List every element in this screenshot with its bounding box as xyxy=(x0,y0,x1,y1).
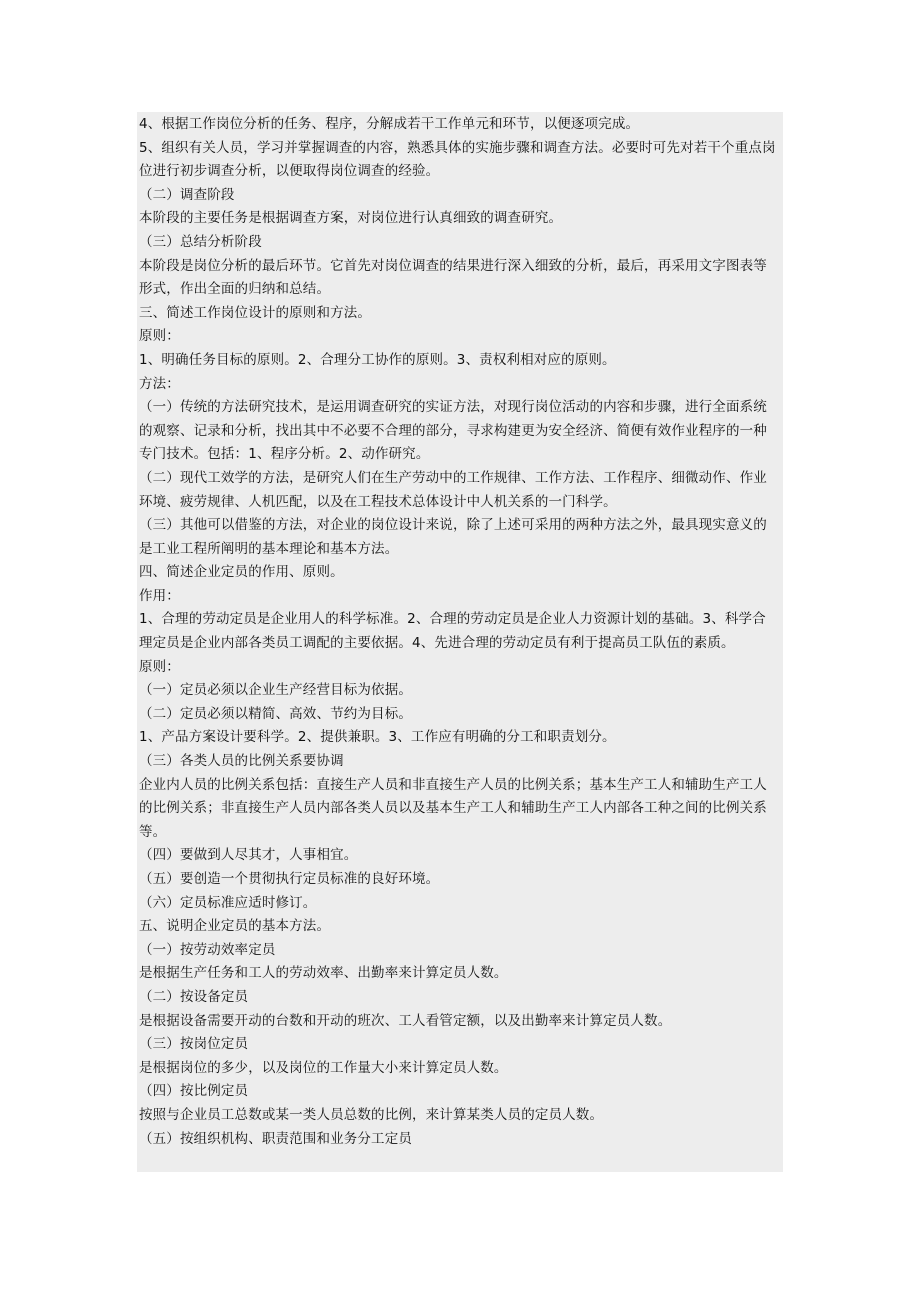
text-line: 是根据生产任务和工人的劳动效率、出勤率来计算定员人数。 xyxy=(139,965,508,982)
text-line: 作用： xyxy=(139,587,180,604)
text-line: （二）现代工效学的方法，是研究人们在生产劳动中的工作规律、工作方法、工作程序、细微动作、作业 xyxy=(139,469,767,486)
text-line: （二）按设备定员 xyxy=(139,988,249,1005)
text-line: 三、简述工作岗位设计的原则和方法。 xyxy=(139,304,372,321)
text-line: 企业内人员的比例关系包括：直接生产人员和非直接生产人员的比例关系；基本生产工人和辅助生产工人 xyxy=(139,776,767,793)
text-line: （五）要创造一个贯彻执行定员标准的良好环境。 xyxy=(139,871,440,887)
text-line: （一）按劳动效率定员 xyxy=(139,941,276,958)
text-line: 专门技术。包括：1、程序分析。2、动作研究。 xyxy=(139,446,430,463)
text-line: （三）总结分析阶段 xyxy=(139,233,262,250)
text-line: （三）按岗位定员 xyxy=(139,1036,249,1053)
text-line: 形式，作出全面的归纳和总结。 xyxy=(139,281,331,298)
text-line: 按照与企业员工总数或某一类人员总数的比例，来计算某类人员的定员人数。 xyxy=(139,1106,604,1123)
text-line: 本阶段是岗位分析的最后环节。它首先对岗位调查的结果进行深入细致的分析，最后，再采用文字图表等 xyxy=(139,257,767,274)
text-line: 的观察、记录和分析，找出其中不必要不合理的部分，寻求构建更为安全经济、简便有效作业程序的一种 xyxy=(139,422,767,439)
text-line: （五）按组织机构、职责范围和业务分工定员 xyxy=(139,1130,412,1147)
text-line: 位进行初步调查分析，以便取得岗位调查的经验。 xyxy=(139,163,440,180)
text-line: （一）传统的方法研究技术，是运用调查研究的实证方法，对现行岗位活动的内容和步骤，进行全面系统 xyxy=(139,399,767,416)
text-line: 4、根据工作岗位分析的任务、程序，分解成若干工作单元和环节，以便逐项完成。 xyxy=(139,116,640,132)
text-line: 的比例关系；非直接生产人员内部各类人员以及基本生产工人和辅助生产工人内部各工种之间的比例关系 xyxy=(139,800,767,817)
text-line: （四）按比例定员 xyxy=(139,1083,249,1100)
text-line: 本阶段的主要任务是根据调查方案，对岗位进行认真细致的调查研究。 xyxy=(139,210,563,227)
text-line: 是根据岗位的多少，以及岗位的工作量大小来计算定员人数。 xyxy=(139,1059,508,1076)
document-text-block xyxy=(137,112,783,1172)
text-line: （三）其他可以借鉴的方法，对企业的岗位设计来说，除了上述可采用的两种方法之外，最具现实意义的 xyxy=(139,517,767,534)
text-line: 5、组织有关人员，学习并掌握调查的内容，熟悉具体的实施步骤和调查方法。必要时可先对若干个重点岗 xyxy=(139,139,776,156)
text-line: 四、简述企业定员的作用、原则。 xyxy=(139,564,344,581)
text-line: （一）定员必须以企业生产经营目标为依据。 xyxy=(139,682,412,699)
text-line: 是根据设备需要开动的台数和开动的班次、工人看管定额，以及出勤率来计算定员人数。 xyxy=(139,1012,672,1029)
text-line: 环境、疲劳规律、人机匹配，以及在工程技术总体设计中人机关系的一门科学。 xyxy=(139,493,617,510)
text-line: 理定员是企业内部各类员工调配的主要依据。4、先进合理的劳动定员有利于提高员工队伍的素质。 xyxy=(139,635,735,652)
text-line: 1、明确任务目标的原则。2、合理分工协作的原则。3、责权利相对应的原则。 xyxy=(139,351,616,368)
text-line: （六）定员标准应适时修订。 xyxy=(139,894,317,911)
text-line: （二）定员必须以精简、高效、节约为目标。 xyxy=(139,705,412,722)
text-line: （三）各类人员的比例关系要协调 xyxy=(139,753,344,770)
text-line: 原则： xyxy=(139,328,180,345)
text-line: 1、合理的劳动定员是企业用人的科学标准。2、合理的劳动定员是企业人力资源计划的基础。3、科学合 xyxy=(139,611,766,628)
text-line: （二）调查阶段 xyxy=(139,186,235,203)
text-line: 是工业工程所阐明的基本理论和基本方法。 xyxy=(139,540,399,557)
text-line: 五、说明企业定员的基本方法。 xyxy=(139,918,331,935)
text-line: 方法： xyxy=(139,375,180,392)
text-line: 1、产品方案设计要科学。2、提供兼职。3、工作应有明确的分工和职责划分。 xyxy=(139,729,616,746)
text-line: （四）要做到人尽其才，人事相宜。 xyxy=(139,847,358,864)
text-line: 原则： xyxy=(139,658,180,675)
text-line: 等。 xyxy=(139,823,167,840)
